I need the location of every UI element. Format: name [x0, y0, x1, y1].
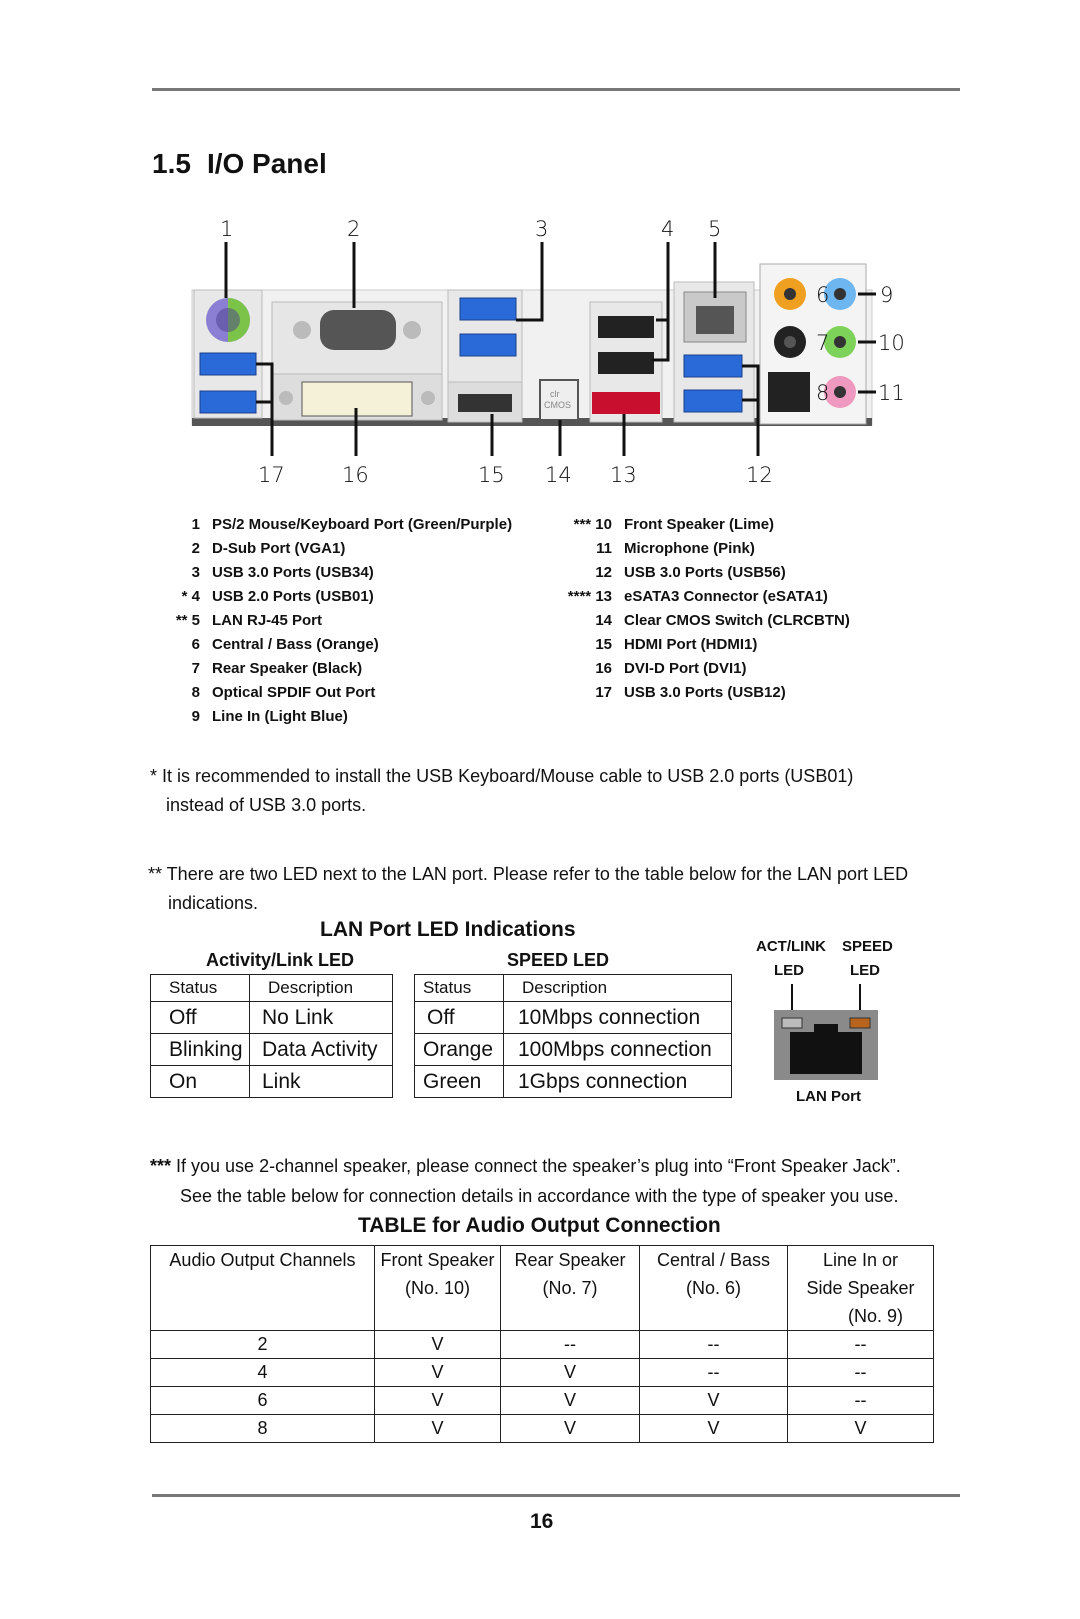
section-title: I/O Panel	[206, 148, 327, 179]
header-audio-channels: Audio Output Channels	[151, 1246, 375, 1331]
callout-4: 4	[661, 217, 675, 241]
top-rule	[152, 88, 960, 91]
clear-cmos-cmos: CMOS	[544, 400, 571, 410]
io-panel-illustration	[152, 210, 912, 492]
table-row: 8 V V V V	[151, 1415, 934, 1443]
section-number: 1.5	[152, 148, 191, 179]
callout-12: 12	[746, 463, 773, 487]
callout-17: 17	[258, 463, 285, 487]
table-row: 2 V -- -- --	[151, 1331, 934, 1359]
callout-8: 8	[816, 381, 830, 405]
callout-5: 5	[708, 217, 722, 241]
header-rear-speaker: Rear Speaker (No. 7)	[501, 1246, 640, 1331]
clear-cmos-icon	[540, 380, 578, 420]
note-lan: ** There are two LED next to the LAN port. Please refer to the table below for the LAN port LED indications.	[148, 864, 909, 913]
callout-7: 7	[816, 331, 830, 355]
activity-led-caption: Activity/Link LED	[206, 950, 355, 970]
callout-13: 13	[610, 463, 637, 487]
note-speaker: *** If you use 2-channel speaker, please connect the speaker’s plug into “Front Speaker Jack”. See the table below for connection details in accordance with the type of speaker you use.	[150, 1156, 901, 1206]
speed-led-label: LED	[850, 962, 880, 979]
callout-6: 6	[816, 283, 830, 307]
header-line-in: Line In or Side Speaker (No. 9)	[788, 1246, 934, 1331]
clear-cmos-clr: clr	[550, 389, 560, 399]
note-usb: * It is recommended to install the USB Keyboard/Mouse cable to USB 2.0 ports (USB01) instead of USB 3.0 ports.	[150, 766, 854, 815]
hdmi-port-icon	[448, 382, 522, 422]
audio-output-table	[150, 1245, 934, 1443]
audio-jacks-icon	[760, 264, 866, 424]
callout-10: 10	[878, 331, 905, 355]
section-heading	[152, 148, 343, 180]
callout-2: 2	[347, 217, 361, 241]
header-central-bass: Central / Bass (No. 6)	[640, 1246, 788, 1331]
usb30-usb34-icon	[448, 290, 522, 382]
header-front-speaker: Front Speaker (No. 10)	[375, 1246, 501, 1331]
lan-port-caption: LAN Port	[796, 1088, 861, 1105]
bottom-rule	[152, 1494, 960, 1497]
audio-table-title: TABLE for Audio Output Connection	[358, 1214, 721, 1237]
callout-1: 1	[220, 217, 234, 241]
callout-15: 15	[478, 463, 505, 487]
act-link-led-label: LED	[774, 962, 804, 979]
table-row: 4 V V -- --	[151, 1359, 934, 1387]
lan-led-title: LAN Port LED Indications	[320, 918, 576, 941]
lan-port-diagram	[756, 938, 906, 1113]
page-number: 16	[530, 1510, 554, 1533]
vga-port-icon	[272, 302, 442, 380]
callout-11: 11	[878, 381, 905, 405]
speed-led-table: Status Description Off 10Mbps connection Orange 100Mbps connection Green 1Gbps connection	[414, 974, 732, 1098]
act-link-label: ACT/LINK	[756, 938, 826, 955]
speed-label: SPEED	[842, 938, 893, 955]
port-legend: 1 PS/2 Mouse/Keyboard Port (Green/Purple) 2 D-Sub Port (VGA1) 3 USB 3.0 Ports (USB34) * 4 USB 2.0 Ports (USB01) ** 5 LAN RJ-45 Port 6 Central / Bass (Orange) 7 Rear Speaker (Black) 8 Optical SPDIF Out Port 9 Line In (Light Blue) *** 10 Front Speaker (Lime) 11 Microphone (Pink) 12 USB 3.0 Ports (USB56) **** 13 eSATA3 Connector (eSATA1) 14 Clear CMOS Switch (CLRCBTN) 15 HDMI Port (HDMI1) 16 DVI-D Port (DVI1) 17 USB 3.0 Ports (USB12)	[175, 516, 850, 725]
rj45-icon	[774, 984, 878, 1084]
callout-16: 16	[342, 463, 369, 487]
table-row: 6 V V V --	[151, 1387, 934, 1415]
activity-led-table: Status Description Off No Link Blinking Data Activity On Link	[150, 974, 393, 1098]
esata-port-icon	[592, 392, 660, 414]
callout-3: 3	[535, 217, 549, 241]
io-panel-figure	[152, 210, 912, 492]
speed-led-caption: SPEED LED	[507, 950, 610, 970]
callout-14: 14	[545, 463, 572, 487]
callout-9: 9	[880, 283, 894, 307]
